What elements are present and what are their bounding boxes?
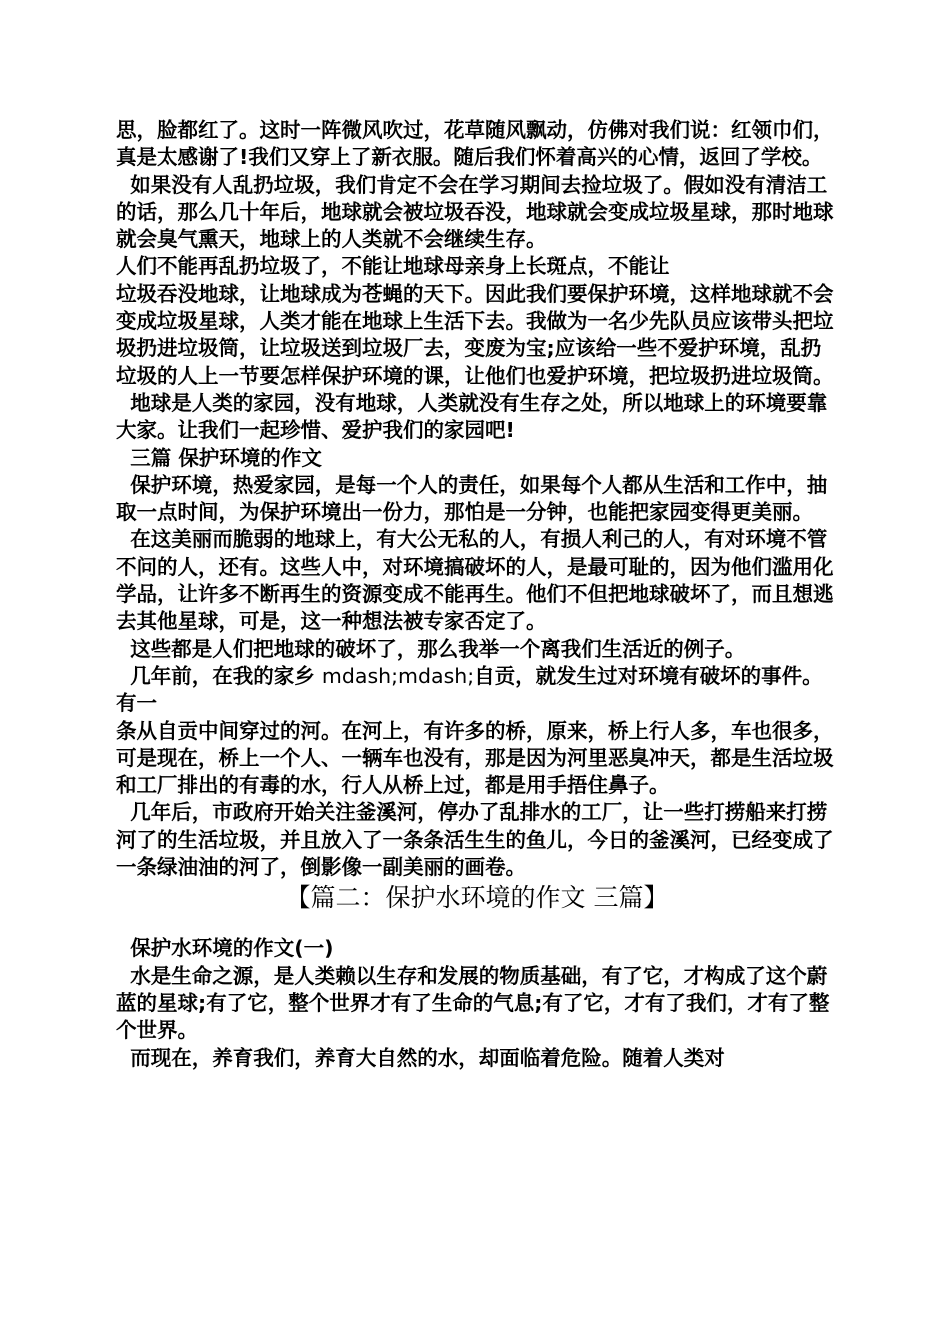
paragraph: 思，脸都红了。这时一阵微风吹过，花草随风飘动，仿佛对我们说：红领巾们，真是太感谢了!我们又穿上了新衣服。随后我们怀着高兴的心情，返回了学校。	[116, 118, 834, 170]
mdash-text: mdash;mdash;	[321, 663, 475, 688]
paragraph: 保护环境，热爱家园，是每一个人的责任，如果每个人都从生活和工作中，抽取一点时间，为保护环境出一份力，那怕是一分钟，也能把家园变得更美丽。	[116, 472, 828, 525]
paragraph: 人们不能再乱扔垃圾了，不能让地球母亲身上长斑点，不能让	[116, 254, 670, 279]
paragraph: 在这美丽而脆弱的地球上，有大公无私的人，有损人利己的人，有对环境不管不问的人，还有。这些人中，对环境搞破坏的人，是最可耻的，因为他们滥用化学品，让许多不断再生的资源变成不能再生。他们不但把地球破坏了，而且想逃去其他星球，可是，这一种想法被专家否定了。	[116, 527, 834, 634]
subheading: 三篇 保护环境的作文	[116, 445, 322, 470]
section-title: 【篇二：保护水环境的作文 三篇】	[285, 883, 669, 913]
paragraph: 地球是人类的家园，没有地球，人类就没有生存之处，所以地球上的环境要靠大家。让我们一起珍惜、爱护我们的家园吧!	[116, 390, 828, 443]
paragraph: 几年后，市政府开始关注釜溪河，停办了乱排水的工厂，让一些打捞船来打捞河了的生活垃圾，并且放入了一条条活生生的鱼儿，今日的釜溪河，已经变成了一条绿油油的河了，倒影像一副美丽的画卷。	[116, 800, 834, 880]
document-page	[116, 117, 838, 1072]
paragraph: 水是生命之源，是人类赖以生存和发展的物质基础，有了它，才构成了这个蔚蓝的星球;有了它，整个世界才有了生命的气息;有了它，才有了我们，才有了整个世界。	[116, 963, 830, 1043]
subheading: 保护水环境的作文(一)	[116, 936, 334, 961]
paragraph: 如果没有人乱扔垃圾，我们肯定不会在学习期间去捡垃圾了。假如没有清洁工的话，那么几十年后，地球就会被垃圾吞没，地球就会变成垃圾星球，那时地球就会臭气熏天，地球上的人类就不会继续生存。	[116, 172, 834, 252]
paragraph: 而现在，养育我们，养育大自然的水，却面临着危险。随着人类对	[116, 1045, 725, 1070]
paragraph-tail: 自贡，就发生过对环境有破坏的事件。有一	[116, 663, 823, 716]
paragraph	[116, 663, 838, 718]
paragraph: 垃圾吞没地球，让地球成为苍蝇的天下。因此我们要保护环境，这样地球就不会变成垃圾星球，人类才能在地球上生活下去。我做为一名少先队员应该带头把垃圾扔进垃圾筒，让垃圾送到垃圾厂去，变废为宝;应该给一些不爱护环境，乱扔垃圾的人上一节要怎样保护环境的课，让他们也爱护环境，把垃圾扔进垃圾筒。	[116, 281, 834, 388]
spacer	[116, 915, 838, 935]
paragraph-lead: 几年前，在我的家乡	[116, 663, 322, 688]
paragraph: 条从自贡中间穿过的河。在河上，有许多的桥，原来，桥上行人多，车也很多，可是现在，桥上一个人、一辆车也没有，那是因为河里恶臭冲天，都是生活垃圾和工厂排出的有毒的水，行人从桥上过，都是用手捂住鼻子。	[116, 718, 834, 798]
paragraph: 这些都是人们把地球的破坏了，那么我举一个离我们生活近的例子。	[116, 636, 746, 661]
